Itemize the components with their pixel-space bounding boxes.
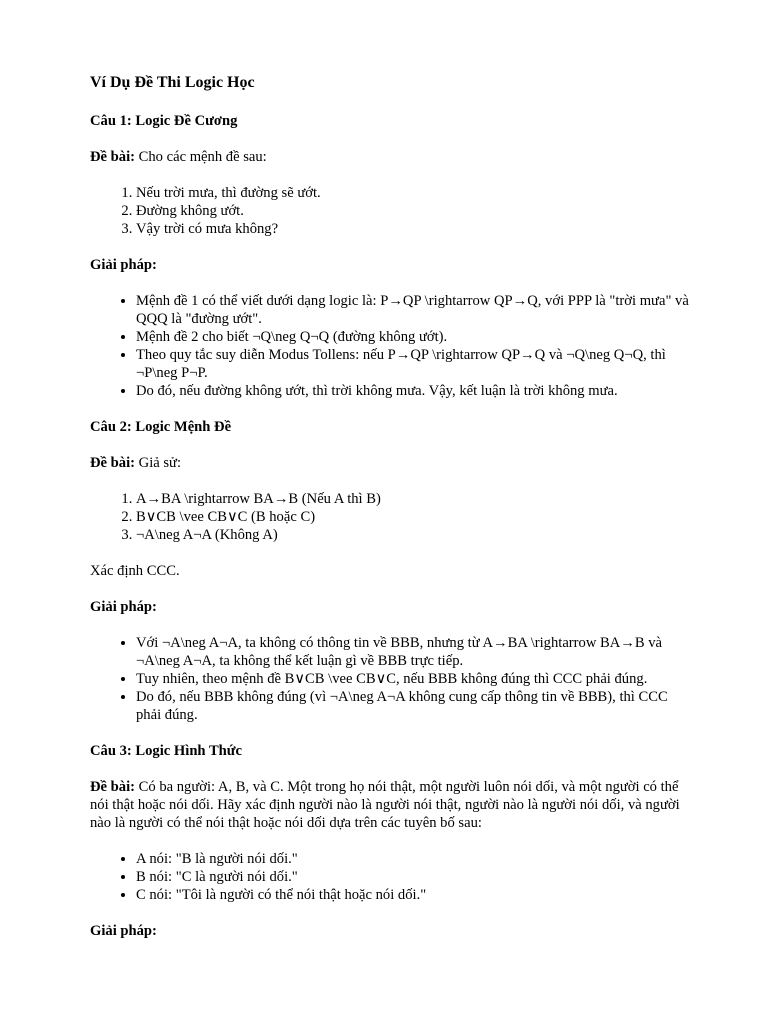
q1-solution-label: Giải pháp: bbox=[90, 257, 157, 273]
q3-item: • B nói: "C là người nói dối." bbox=[136, 868, 690, 886]
q3-prompt bbox=[90, 778, 690, 832]
document-title: Ví Dụ Đề Thi Logic Học bbox=[90, 74, 255, 91]
q2-solution-item: • Do đó, nếu BBB không đúng (vì ¬A\neg A¬A không cung cấp thông tin về BBB), thì CCC phải đúng. bbox=[136, 688, 690, 724]
q2-item: 3. ¬A\neg A¬A (Không A) bbox=[136, 526, 690, 544]
q2-items bbox=[90, 490, 690, 544]
q2-solution-item: • Tuy nhiên, theo mệnh đề B∨CB \vee CB∨C, nếu BBB không đúng thì CCC phải đúng. bbox=[136, 670, 690, 688]
q1-prompt-label: Đề bài: bbox=[90, 149, 135, 165]
q1-prompt-text: Cho các mệnh đề sau: bbox=[135, 149, 267, 165]
q3-solution-label: Giải pháp: bbox=[90, 923, 157, 939]
q1-solution-item: • Mệnh đề 2 cho biết ¬Q\neg Q¬Q (đường không ướt). bbox=[136, 328, 690, 346]
q1-item: 1. Nếu trời mưa, thì đường sẽ ướt. bbox=[136, 184, 690, 202]
q2-item: 1. A→BA \rightarrow BA→B (Nếu A thì B) bbox=[136, 490, 690, 508]
q2-heading: Câu 2: Logic Mệnh Đề bbox=[90, 419, 232, 435]
q1-heading: Câu 1: Logic Đề Cương bbox=[90, 113, 238, 129]
q1-solution-item: • Theo quy tắc suy diễn Modus Tollens: nếu P→QP \rightarrow QP→Q và ¬Q\neg Q¬Q, thì ¬P\neg P¬P. bbox=[136, 346, 690, 382]
q2-solution-item: • Với ¬A\neg A¬A, ta không có thông tin về BBB, nhưng từ A→BA \rightarrow BA→B và ¬A\neg A¬A, ta không thể kết luận gì về BBB trực tiếp. bbox=[136, 634, 690, 670]
q2-question: Xác định CCC. bbox=[90, 563, 180, 579]
q3-items bbox=[90, 850, 690, 904]
q3-item: • C nói: "Tôi là người có thể nói thật hoặc nói dối." bbox=[136, 886, 690, 904]
q3-prompt-text: Có ba người: A, B, và C. Một trong họ nói thật, một người luôn nói dối, và một người có thể nói thật hoặc nói dối. Hãy xác định người nào là người nói thật, người nào là người nói dối, và người nào là người có thể nói thật hoặc nói dối dựa trên các tuyên bố sau: bbox=[90, 779, 680, 831]
q2-prompt-label: Đề bài: bbox=[90, 455, 135, 471]
q1-items bbox=[90, 184, 690, 238]
q2-solution bbox=[90, 634, 690, 724]
q3-prompt-label: Đề bài: bbox=[90, 779, 135, 795]
q1-item: 2. Đường không ướt. bbox=[136, 202, 690, 220]
q1-item: 3. Vậy trời có mưa không? bbox=[136, 220, 690, 238]
q1-solution-item: • Mệnh đề 1 có thể viết dưới dạng logic là: P→QP \rightarrow QP→Q, với PPP là "trời mưa" và QQQ là "đường ướt". bbox=[136, 292, 690, 328]
q3-heading: Câu 3: Logic Hình Thức bbox=[90, 743, 243, 759]
q2-prompt-text: Giả sử: bbox=[135, 455, 182, 471]
q2-solution-label: Giải pháp: bbox=[90, 599, 157, 615]
q3-item: • A nói: "B là người nói dối." bbox=[136, 850, 690, 868]
q1-solution bbox=[90, 292, 690, 400]
q2-item: 2. B∨CB \vee CB∨C (B hoặc C) bbox=[136, 508, 690, 526]
q1-solution-item: • Do đó, nếu đường không ướt, thì trời không mưa. Vậy, kết luận là trời không mưa. bbox=[136, 382, 690, 400]
q1-prompt bbox=[90, 148, 690, 166]
q2-prompt bbox=[90, 454, 690, 472]
